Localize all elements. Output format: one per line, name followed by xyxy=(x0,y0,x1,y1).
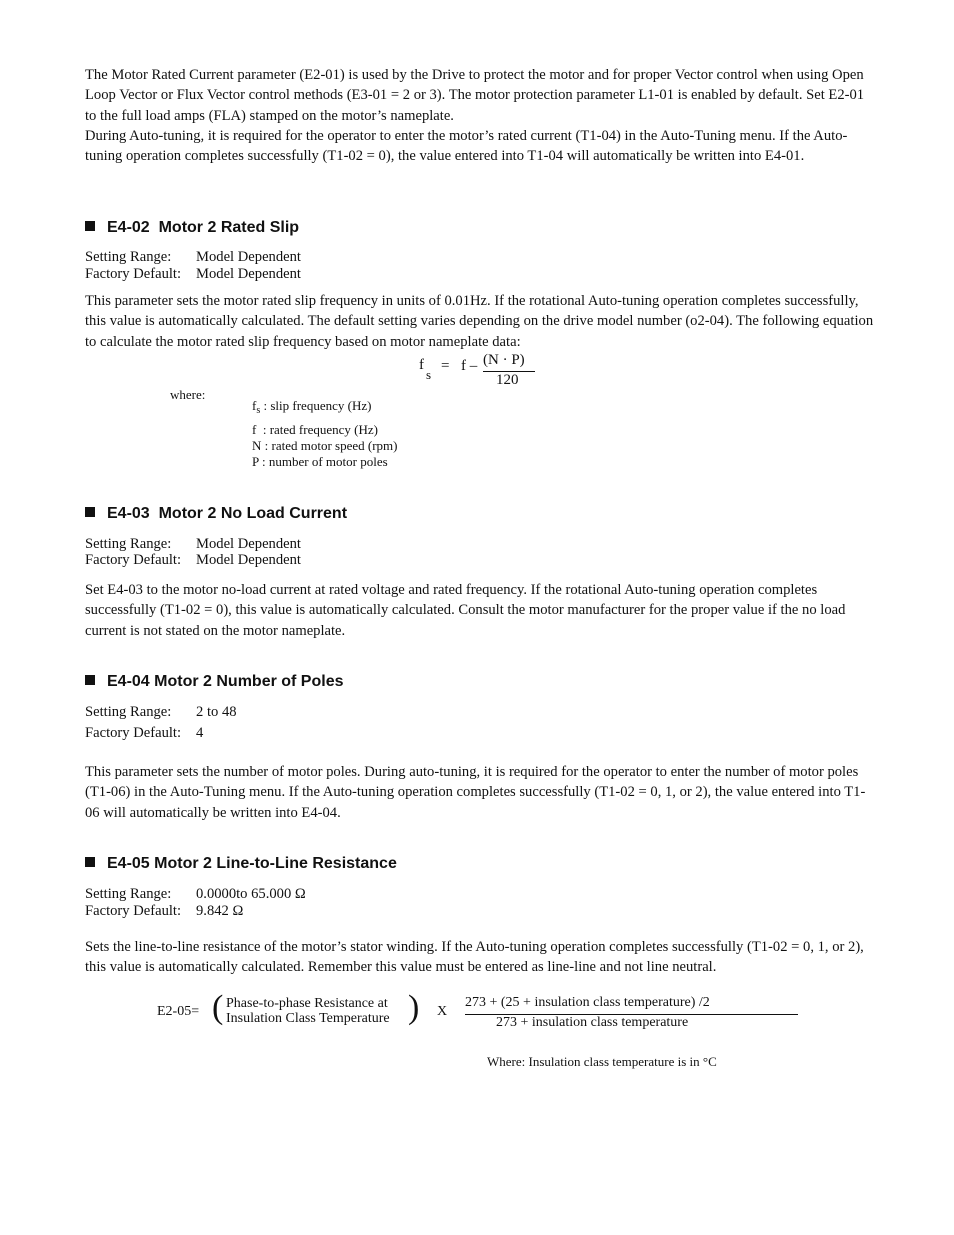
bullet-square-icon xyxy=(85,857,95,867)
e4-03-description: Set E4-03 to the motor no-load current at rated voltage and rated frequency. If the rotational Auto-tuning operation completes successfully (T1-02 = 0), this value is automatically calculated. Consult the motor manufacturer for the proper value if the no load current is not stated on the motor nameplate. xyxy=(85,582,846,639)
bullet-square-icon xyxy=(85,675,95,685)
factory-default-row: Factory Default: 4 xyxy=(85,725,204,741)
variable-definition: N : rated motor speed (rpm) xyxy=(252,438,398,453)
section-heading-e4-04: E4-04 Motor 2 Number of Poles xyxy=(85,672,344,692)
setting-range-row: Setting Range: Model Dependent xyxy=(85,249,301,265)
variable-definition: P : number of motor poles xyxy=(252,454,388,469)
section-heading-e4-02: E4-02 Motor 2 Rated Slip xyxy=(85,218,299,238)
setting-range-row: Setting Range: 0.0000to 65.000 Ω xyxy=(85,886,306,902)
factory-default-row: Factory Default: 9.842 Ω xyxy=(85,903,244,919)
slip-frequency-equation: f s = f – (N · P) 120 xyxy=(419,355,549,395)
section-heading-e4-03: E4-03 Motor 2 No Load Current xyxy=(85,504,347,524)
left-paren: ( xyxy=(212,989,224,1026)
intro-paragraph-1: The Motor Rated Current parameter (E2-01) is used by the Drive to protect the motor and for proper Vector control when using Open Loop Vector or Flux Vector control methods (E3-01 = 2 or 3). The motor protection parameter L1-01 is enabled by default. Set E2-01 to the full load amps (FLA) stamped on the motor’s nameplate. xyxy=(85,67,865,124)
factory-default-row: Factory Default: Model Dependent xyxy=(85,266,301,282)
variable-definition: f : rated frequency (Hz) xyxy=(252,422,378,437)
e4-05-description: Sets the line-to-line resistance of the motor’s stator winding. If the Auto-tuning operation completes successfully (T1-02 = 0, 1, or 2), this value is automatically calculated. Remember this value must be entered as line-line and not line neutral. xyxy=(85,939,864,976)
temperature-note: Where: Insulation class temperature is in °C xyxy=(487,1054,717,1069)
e4-02-description: This parameter sets the motor rated slip frequency in units of 0.01Hz. If the rotational Auto-tuning operation completes successfully, this value is automatically calculated. The default setting varies depending on the drive model number (o2-04). The following equation to calculate the motor rated slip frequency based on motor nameplate data: xyxy=(85,293,874,350)
intro-paragraph-2: During Auto-tuning, it is required for the operator to enter the motor’s rated current (T1-04) in the Auto-Tuning menu. If the Auto-tuning operation completes successfully (T1-02 = 0), the value entered into T1-04 will automatically be written into E4-01. xyxy=(85,128,848,165)
bullet-square-icon xyxy=(85,507,95,517)
bullet-square-icon xyxy=(85,221,95,231)
where-label: where: xyxy=(170,387,206,402)
right-paren: ) xyxy=(408,989,420,1026)
e4-04-description: This parameter sets the number of motor poles. During auto-tuning, it is required for the operator to enter the number of motor poles (T1-06) in the Auto-Tuning menu. If the Auto-tuning operation completes successfully (T1-02 = 0, 1, or 2), the value entered into T1-06 will automatically be written into E4-04. xyxy=(85,764,866,821)
resistance-equation: E2-05= ( Phase-to-phase Resistance at Insulation Class Temperature ) X 273 + (25 + insulation class temperature) /2 273 + insulation class temperature xyxy=(157,990,807,1040)
setting-range-row: Setting Range: 2 to 48 xyxy=(85,704,237,720)
variable-definition: $f_s$ : slip frequency (Hz) xyxy=(252,398,372,416)
factory-default-row: Factory Default: Model Dependent xyxy=(85,552,301,568)
section-heading-e4-05: E4-05 Motor 2 Line-to-Line Resistance xyxy=(85,854,397,874)
setting-range-row: Setting Range: Model Dependent xyxy=(85,536,301,552)
